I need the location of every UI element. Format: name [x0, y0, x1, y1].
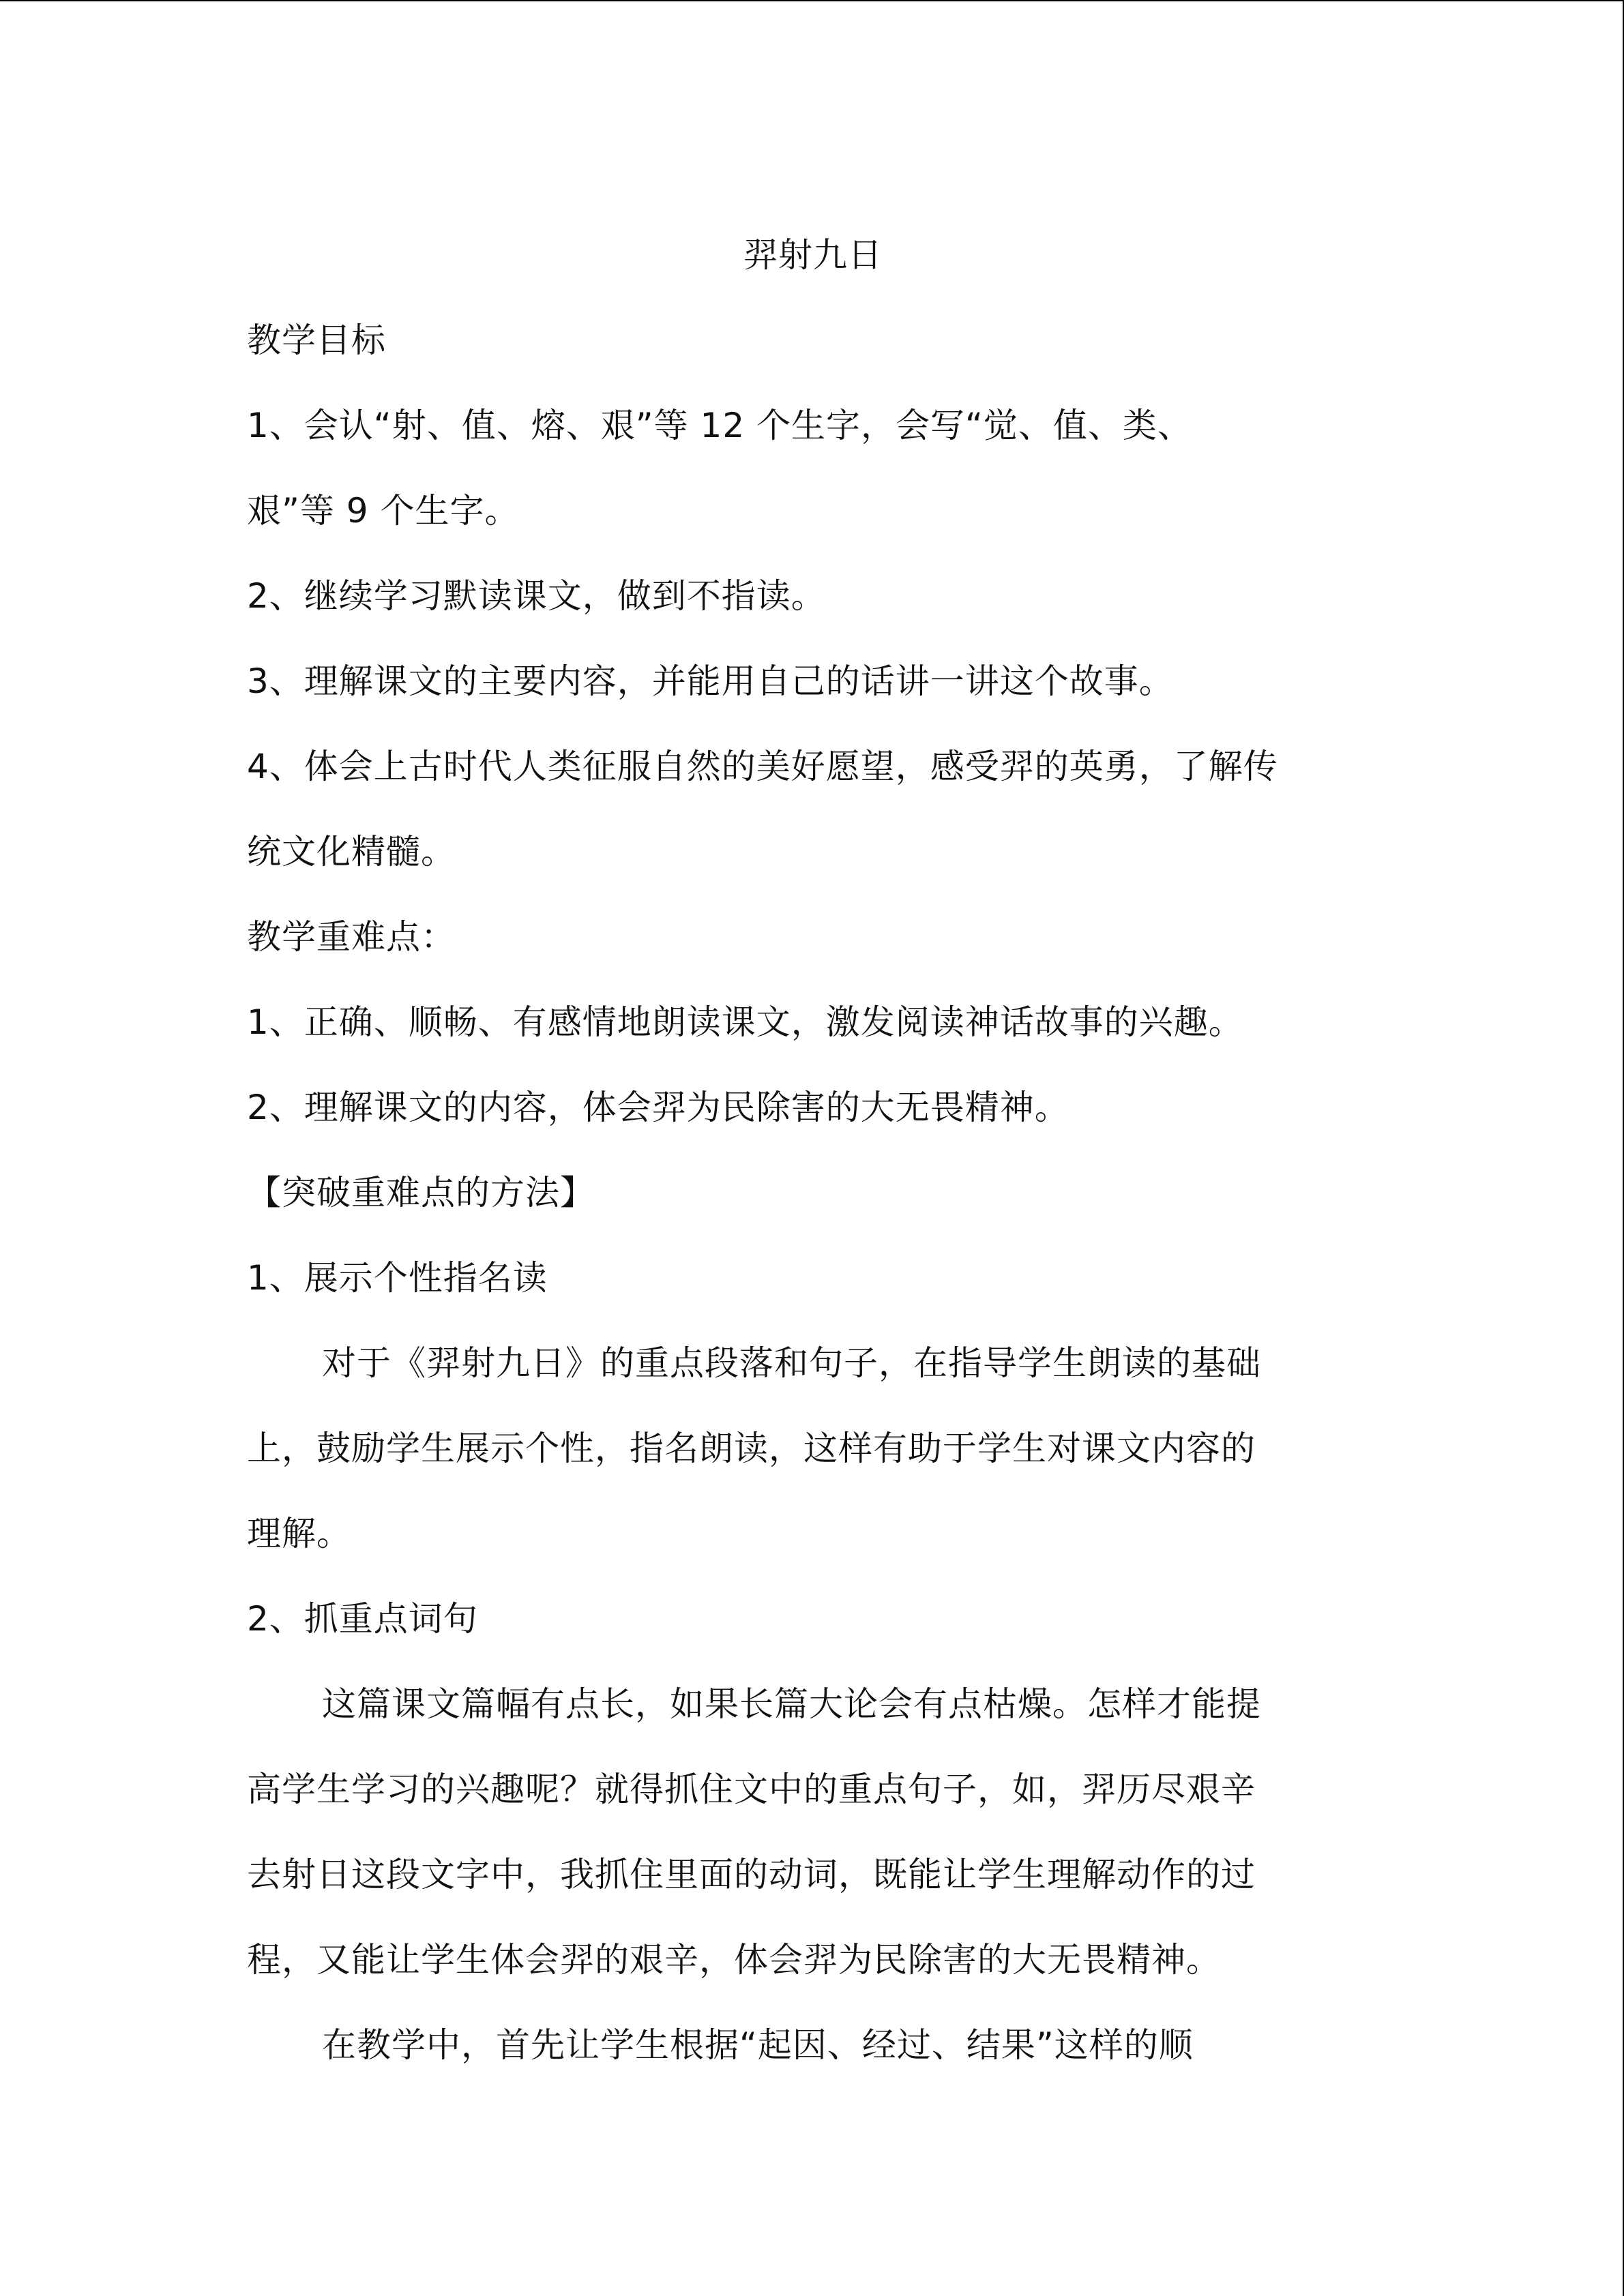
method-1-heading: 1、展示个性指名读 — [247, 1258, 548, 1298]
document-title: 羿射九日 — [743, 235, 883, 275]
objective-1-line-2: 艰”等 9 个生字。 — [247, 491, 520, 531]
method-2-heading: 2、抓重点词句 — [247, 1599, 478, 1639]
key-points-heading: 教学重难点： — [247, 917, 456, 957]
objective-1-line-1: 1、会认“射、值、熔、艰”等 12 个生字，会写“觉、值、类、 — [247, 406, 1192, 445]
key-point-2: 2、理解课文的内容，体会羿为民除害的大无畏精神。 — [247, 1088, 1069, 1127]
objective-2: 2、继续学习默读课文，做到不指读。 — [247, 576, 826, 616]
method-2-paragraph-line-2: 高学生学习的兴趣呢？就得抓住文中的重点句子，如，羿历尽艰辛 — [247, 1770, 1256, 1809]
method-1-paragraph-line-1: 对于《羿射九日》的重点段落和句子，在指导学生朗读的基础 — [322, 1343, 1261, 1383]
method-1-paragraph-line-3: 理解。 — [247, 1514, 351, 1553]
key-point-1: 1、正确、顺畅、有感情地朗读课文，激发阅读神话故事的兴趣。 — [247, 1002, 1243, 1042]
method-2-paragraph-line-4: 程，又能让学生体会羿的艰辛，体会羿为民除害的大无畏精神。 — [247, 1940, 1221, 1980]
method-2-paragraph-line-3: 去射日这段文字中，我抓住里面的动词，既能让学生理解动作的过 — [247, 1855, 1256, 1894]
method-2-paragraph-line-1: 这篇课文篇幅有点长，如果长篇大论会有点枯燥。怎样才能提 — [322, 1684, 1261, 1724]
objectives-heading: 教学目标 — [247, 320, 386, 360]
final-paragraph-line-1: 在教学中，首先让学生根据“起因、经过、结果”这样的顺 — [322, 2025, 1194, 2065]
document-body — [247, 213, 1379, 2088]
objective-4-line-1: 4、体会上古时代人类征服自然的美好愿望，感受羿的英勇，了解传 — [247, 747, 1278, 786]
objective-4-line-2: 统文化精髓。 — [247, 832, 456, 871]
method-1-paragraph-line-2: 上，鼓励学生展示个性，指名朗读，这样有助于学生对课文内容的 — [247, 1429, 1256, 1468]
methods-heading: 【突破重难点的方法】 — [247, 1173, 595, 1212]
objective-3: 3、理解课文的主要内容，并能用自己的话讲一讲这个故事。 — [247, 661, 1174, 701]
